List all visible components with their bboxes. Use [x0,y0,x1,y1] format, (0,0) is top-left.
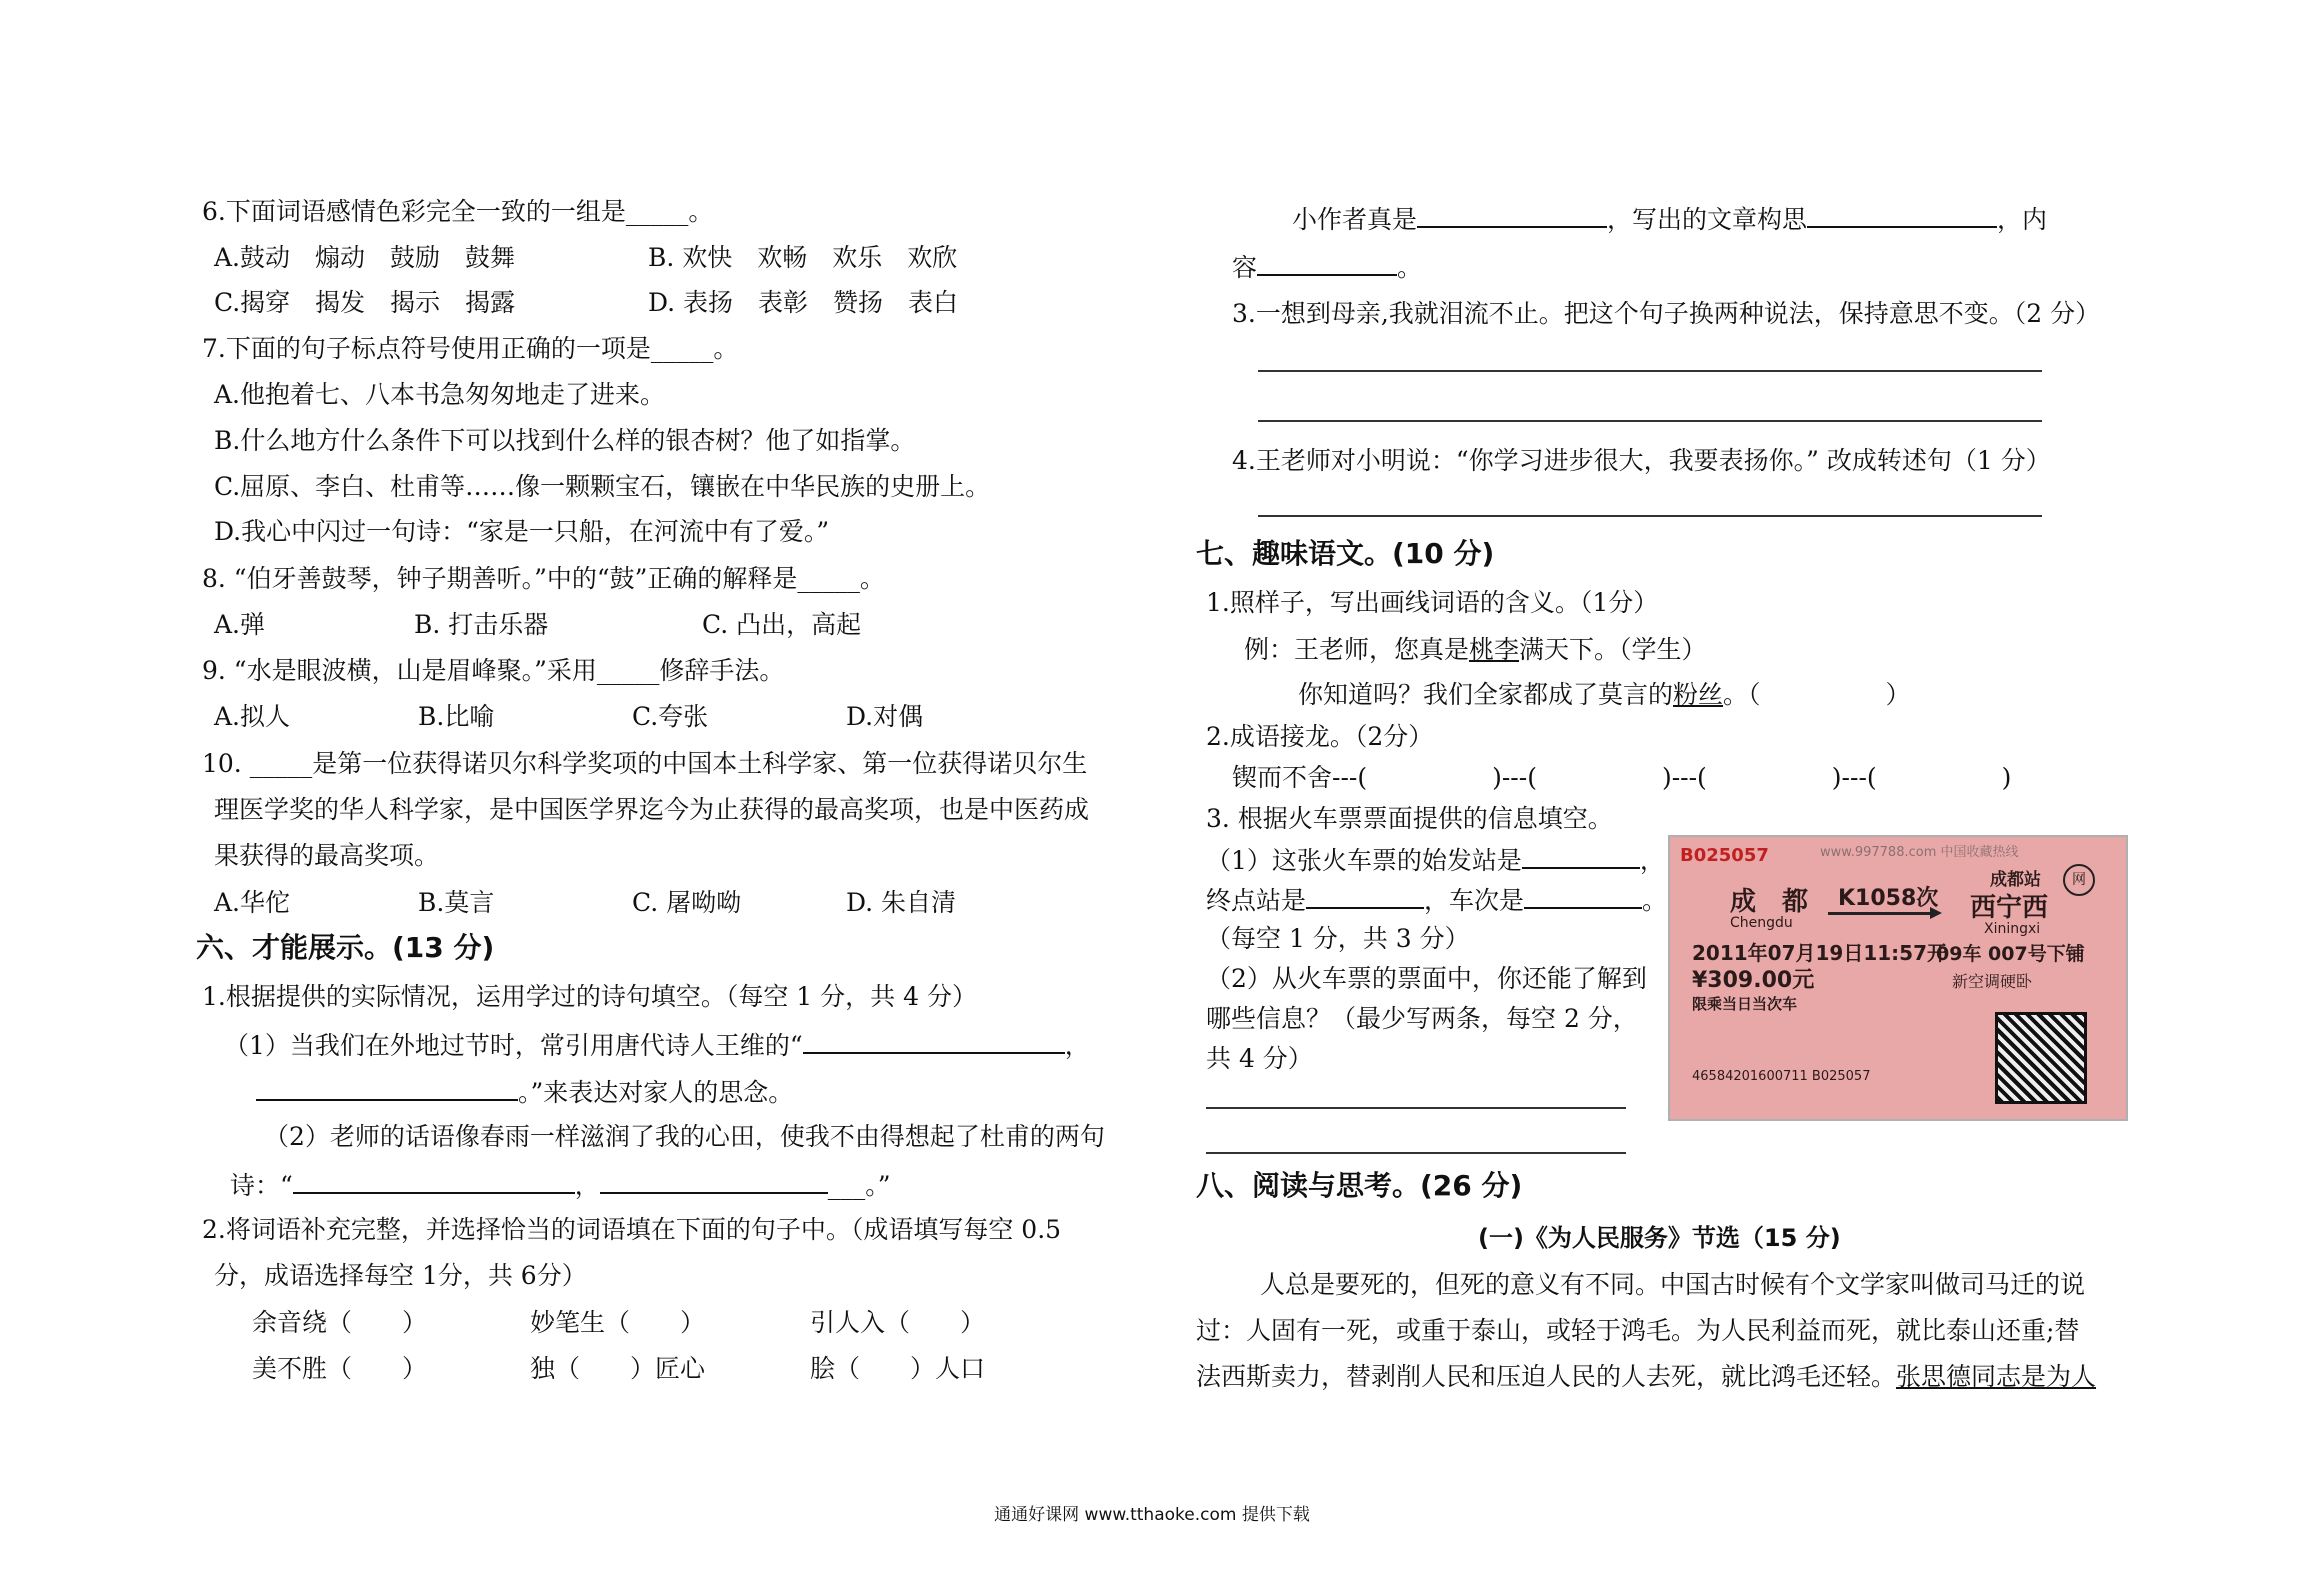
passage-line-1: 人总是要死的，但死的意义有不同。中国古时候有个文学家叫做司马迁的说 [1260,1270,2086,1299]
q6-option-b: B. 欢快 欢畅 欢乐 欢欣 [648,243,958,272]
ticket-seat: 09车 007号下铺 [1936,943,2085,965]
ticket-datetime: 2011年07月19日11:57开 [1692,941,1947,965]
s7-q1-text: 1.照样子，写出画线词语的含义。（1分） [1206,588,1659,617]
idiom-blank-1[interactable]: 余音绕（ ） [252,1308,428,1337]
s7-q3-part2-line-3: 共 4 分） [1206,1044,1313,1073]
s6-q1-part1-cont [256,1075,793,1109]
s7-q3-part2-line-2: 哪些信息？（最少写两条，每空 2 分， [1206,1004,1638,1033]
q6-option-d: D. 表扬 表彰 赞扬 表白 [648,288,959,317]
idiom-blank-6[interactable]: 脍（ ）人口 [810,1354,986,1383]
s6-q1-part1-text: （1）当我们在外地过节时，常引用唐代诗人王维的“ [224,1031,803,1060]
answer-blank[interactable] [1522,843,1640,869]
s8-passage-title: (一)《为人民服务》节选（15 分) [1478,1224,1841,1252]
s7-example-a: 例：王老师，您真是 [1244,635,1470,664]
answer-blank[interactable] [1306,883,1424,909]
section-7-heading: 七、趣味语文。(10 分) [1196,537,1495,570]
idiom-blank-5[interactable]: 独（ ）匠心 [530,1354,706,1383]
footer-credit: 通通好课网 www.tthaoke.com 提供下载 [994,1505,1310,1525]
s6-q1-part2: （2）老师的话语像春雨一样滋润了我的心田，使我不由得想起了杜甫的两句 [264,1122,1105,1151]
answer-blank[interactable] [803,1028,1065,1054]
s7-q3-part1-cont [1206,883,1667,917]
q7-option-c: C.屈原、李白、杜甫等……像一颗颗宝石，镶嵌在中华民族的史册上。 [214,472,991,501]
q10-line-1: 10. _____是第一位获得诺贝尔科学奖项的中国本土科学家、第一位获得诺贝尔生 [202,749,1088,778]
idiom-blank-2[interactable]: 妙笔生（ ） [530,1308,706,1337]
r-q2-line-1 [1292,202,2047,236]
s6-q1-part1-comma: ， [1064,1031,1090,1060]
q9-option-d: D.对偶 [846,702,924,731]
q10-option-c: C. 屠呦呦 [632,888,742,917]
passage-line-3-underlined: 张思德同志是为人 [1896,1362,2097,1391]
section-6-heading: 六、才能展示。(13 分) [196,931,495,964]
q8-option-c: C. 凸出，高起 [702,610,862,639]
s7-q1-underlined: 粉丝 [1673,680,1724,709]
q6-option-c: C.揭穿 揭发 揭示 揭露 [214,288,516,317]
s6-q2-line-1: 2.将词语补充完整，并选择恰当的词语填在下面的句子中。（成语填写每空 0.5 [202,1215,1062,1244]
answer-line[interactable] [1258,420,2042,422]
s7-example [1244,634,1707,666]
r-q2-text-a: 小作者真是 [1292,205,1418,234]
q6-option-a: A.鼓动 煽动 鼓励 鼓舞 [214,243,516,272]
s7-q1-question-b: 。（ ） [1723,680,1911,709]
answer-blank[interactable] [1524,883,1642,909]
answer-blank[interactable] [1807,202,1997,228]
s7-q3-part1-d: ，车次是 [1424,886,1525,915]
answer-line[interactable] [1258,515,2042,517]
r-q2-text-e: 。 [1397,253,1423,282]
idiom-blank-3[interactable]: 引人入（ ） [810,1308,986,1337]
q10-line-3: 果获得的最高奖项。 [214,841,440,870]
s7-example-underlined: 桃李 [1469,635,1520,664]
ticket-station-label: 成都站 [1990,870,2041,890]
answer-blank[interactable] [1257,250,1397,276]
ticket-stamp-icon: 网 [2063,864,2095,896]
answer-line[interactable] [1206,1152,1626,1154]
ticket-watermark: www.997788.com 中国收藏热线 [1820,845,2019,860]
s7-q2-chain[interactable]: 锲而不舍---( )---( )---( )---( ) [1232,763,2012,792]
s7-q2-text: 2.成语接龙。（2分） [1206,722,1434,751]
s7-q3-part1 [1206,843,1665,877]
answer-line[interactable] [1258,370,2042,372]
section-8-heading: 八、阅读与思考。(26 分) [1196,1169,1523,1202]
q6-text: 6.下面词语感情色彩完全一致的一组是_____。 [202,197,714,226]
s7-q1-question-a: 你知道吗？我们全家都成了莫言的 [1298,680,1674,709]
r-q3-text: 3.一想到母亲,我就泪流不止。把这个句子换两种说法，保持意思不变。（2 分） [1232,299,2101,328]
ticket-from: 成 都 [1730,887,1809,917]
s6-q1-text: 1.根据提供的实际情况，运用学过的诗句填空。（每空 1 分，共 4 分） [202,982,977,1011]
q10-option-b: B.莫言 [418,888,495,917]
q8-option-b: B. 打击乐器 [414,610,549,639]
r-q2-text-d: 容 [1232,253,1258,282]
idiom-blank-4[interactable]: 美不胜（ ） [252,1354,428,1383]
passage-line-2: 过：人固有一死，或重于泰山，或轻于鸿毛。为人民利益而死，就比泰山还重;替 [1196,1316,2080,1345]
q7-option-b: B.什么地方什么条件下可以找到什么样的银杏树？他了如指掌。 [214,426,916,455]
r-q2-text-c: ，内 [1997,205,2048,234]
ticket-from-pinyin: Chengdu [1730,915,1793,931]
q8-option-a: A.弹 [214,610,266,639]
ticket-price: ¥309.00元 [1692,968,1815,993]
s6-q1-part2-prefix: 诗：“ [230,1171,293,1200]
answer-blank[interactable] [256,1075,518,1101]
s7-q3-text: 3. 根据火车票票面提供的信息填空。 [1206,804,1613,833]
s7-q3-part1-score: （每空 1 分，共 3 分） [1206,924,1470,953]
s6-q1-part1 [224,1028,1090,1062]
s6-q1-part2-end: ___。” [827,1171,891,1200]
r-q2-text-b: ，写出的文章构思 [1607,205,1808,234]
s7-q3-part1-e: 。 [1642,886,1668,915]
qr-code-icon [1995,1012,2087,1104]
answer-blank[interactable] [1417,202,1607,228]
r-q2-line-2 [1232,250,1422,284]
ticket-train-number: K1058次 [1838,886,1939,911]
q7-text: 7.下面的句子标点符号使用正确的一项是_____。 [202,334,739,363]
s7-example-b: 满天下。（学生） [1519,635,1707,664]
train-ticket-image [1668,835,2128,1121]
q7-option-d: D.我心中闪过一句诗：“家是一只船，在河流中有了爱。” [214,517,830,546]
s6-q1-part2-cont [230,1168,891,1202]
q9-text: 9. “水是眼波横，山是眉峰聚。”采用_____修辞手法。 [202,656,785,685]
q9-option-b: B.比喻 [418,702,495,731]
s7-q3-part1-c: 终点站是 [1206,886,1307,915]
answer-line[interactable] [1206,1107,1626,1109]
s7-q3-part1-b: ， [1639,846,1665,875]
q10-option-a: A.华佗 [214,888,291,917]
passage-line-3 [1196,1361,2096,1393]
q8-text: 8. “伯牙善鼓琴，钟子期善听。”中的“鼓”正确的解释是_____。 [202,564,885,593]
ticket-limit: 限乘当日当次车 [1692,995,1798,1013]
ticket-serial: B025057 [1680,845,1769,866]
s6-q1-part2-comma: ， [574,1171,600,1200]
q10-line-2: 理医学奖的华人科学家，是中国医学界迄今为止获得的最高奖项，也是中医药成 [214,795,1090,824]
s6-q2-line-2: 分，成语选择每空 1分，共 6分） [214,1261,587,1290]
ticket-to: 西宁西 [1970,893,2049,923]
q9-option-c: C.夸张 [632,702,709,731]
q10-option-d: D. 朱自清 [846,888,957,917]
s7-q3-part1-a: （1）这张火车票的始发站是 [1206,846,1522,875]
s7-q3-part2-line-1: （2）从火车票的票面中，你还能了解到 [1206,964,1647,993]
ticket-code: 46584201600711 B025057 [1692,1069,1871,1084]
answer-blank[interactable] [600,1168,828,1194]
s6-q1-part1-end: 。”来表达对家人的思念。 [518,1078,794,1107]
arrow-right-icon [1828,912,1938,915]
r-q4-text: 4.王老师对小明说：“你学习进步很大，我要表扬你。” 改成转述句（1 分） [1232,446,2051,475]
s7-q1-question [1298,679,1911,711]
q7-option-a: A.他抱着七、八本书急匆匆地走了进来。 [214,380,666,409]
ticket-class: 新空调硬卧 [1952,972,2033,991]
ticket-to-pinyin: Xiningxi [1984,921,2041,937]
passage-line-3-text: 法西斯卖力，替剥削人民和压迫人民的人去死，就比鸿毛还轻。 [1196,1362,1897,1391]
answer-blank[interactable] [293,1168,575,1194]
q9-option-a: A.拟人 [214,702,291,731]
